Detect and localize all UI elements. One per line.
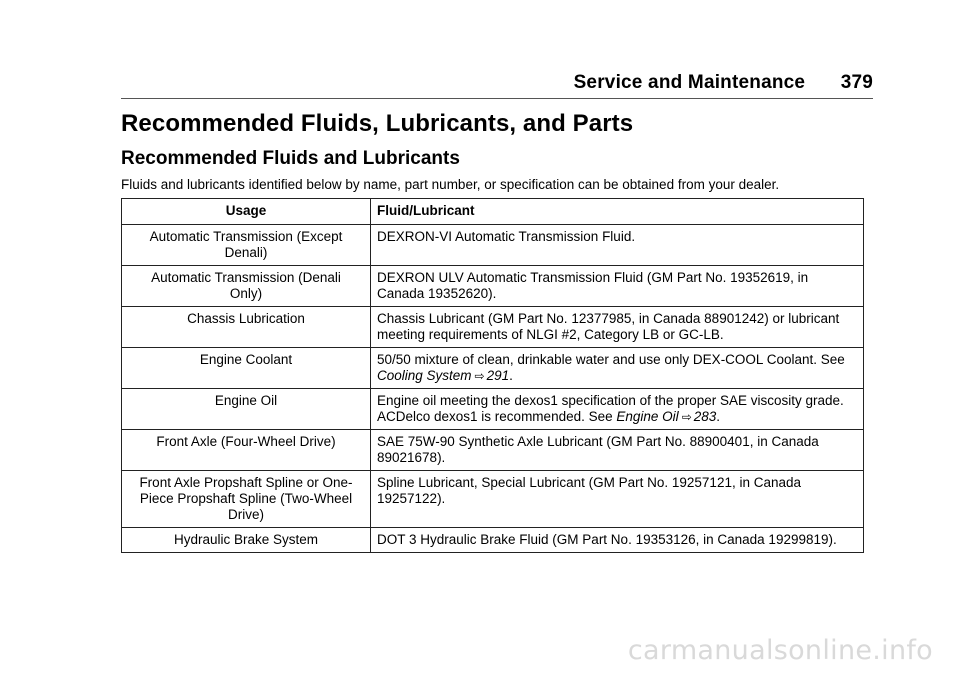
- usage-cell: Engine Oil: [122, 389, 371, 430]
- running-header: [574, 72, 873, 94]
- fluid-cell: Spline Lubricant, Special Lubricant (GM Part No. 19257121, in Canada 19257122).: [371, 471, 864, 528]
- section-title: Recommended Fluids and Lubricants: [121, 148, 460, 169]
- table-row: [122, 389, 864, 430]
- cross-reference-link[interactable]: Engine Oil: [616, 409, 679, 424]
- cross-reference-page[interactable]: 291: [486, 368, 510, 383]
- usage-cell: Automatic Transmission (Except Denali): [122, 225, 371, 266]
- usage-cell: Hydraulic Brake System: [122, 528, 371, 553]
- usage-cell: Automatic Transmission (Denali Only): [122, 266, 371, 307]
- table-row: [122, 471, 864, 528]
- column-header-usage: Usage: [122, 199, 371, 225]
- table-row: [122, 430, 864, 471]
- usage-cell: Engine Coolant: [122, 348, 371, 389]
- fluid-cell: [371, 348, 864, 389]
- column-header-fluid: Fluid/Lubricant: [371, 199, 864, 225]
- cross-reference-page[interactable]: 283: [693, 409, 717, 424]
- fluid-cell: [371, 389, 864, 430]
- fluid-suffix: .: [509, 368, 513, 383]
- table-header-row: [122, 199, 864, 225]
- intro-text: Fluids and lubricants identified below by name, part number, or specification can be obtained from your dealer.: [121, 177, 780, 192]
- fluid-cell: SAE 75W-90 Synthetic Axle Lubricant (GM Part No. 88900401, in Canada 89021678).: [371, 430, 864, 471]
- fluids-table: [121, 198, 864, 553]
- table-row: [122, 528, 864, 553]
- header-section-name: Service and Maintenance: [573, 72, 806, 93]
- page-title: Recommended Fluids, Lubricants, and Parts: [121, 110, 634, 137]
- fluid-cell: Chassis Lubricant (GM Part No. 12377985, in Canada 88901242) or lubricant meeting requirements of NLGI #2, Category LB or GC-LB.: [371, 307, 864, 348]
- fluid-cell: DOT 3 Hydraulic Brake Fluid (GM Part No. 19353126, in Canada 19299819).: [371, 528, 864, 553]
- usage-cell: Front Axle Propshaft Spline or One-Piece Propshaft Spline (Two-Wheel Drive): [122, 471, 371, 528]
- page-reference-arrow-icon: ⇨: [474, 369, 485, 383]
- table-row: [122, 225, 864, 266]
- table-row: [122, 307, 864, 348]
- page-number: 379: [840, 72, 873, 93]
- usage-cell: Chassis Lubrication: [122, 307, 371, 348]
- table-row: [122, 266, 864, 307]
- cross-reference-link[interactable]: Cooling System: [377, 368, 472, 383]
- fluid-cell: DEXRON-VI Automatic Transmission Fluid.: [371, 225, 864, 266]
- fluid-text: 50/50 mixture of clean, drinkable water and use only DEX-COOL Coolant. See: [377, 352, 845, 367]
- fluid-text: Engine oil meeting the dexos1 specification of the proper SAE viscosity grade. ACDelco dexos1 is recommended. See: [377, 393, 844, 424]
- header-rule: [121, 98, 873, 99]
- page-reference-arrow-icon: ⇨: [681, 410, 692, 424]
- table-row: [122, 348, 864, 389]
- fluid-suffix: .: [716, 409, 721, 424]
- watermark: carmanualsonline.info: [627, 635, 933, 666]
- usage-cell: Front Axle (Four-Wheel Drive): [122, 430, 371, 471]
- fluid-cell: DEXRON ULV Automatic Transmission Fluid (GM Part No. 19352619, in Canada 19352620).: [371, 266, 864, 307]
